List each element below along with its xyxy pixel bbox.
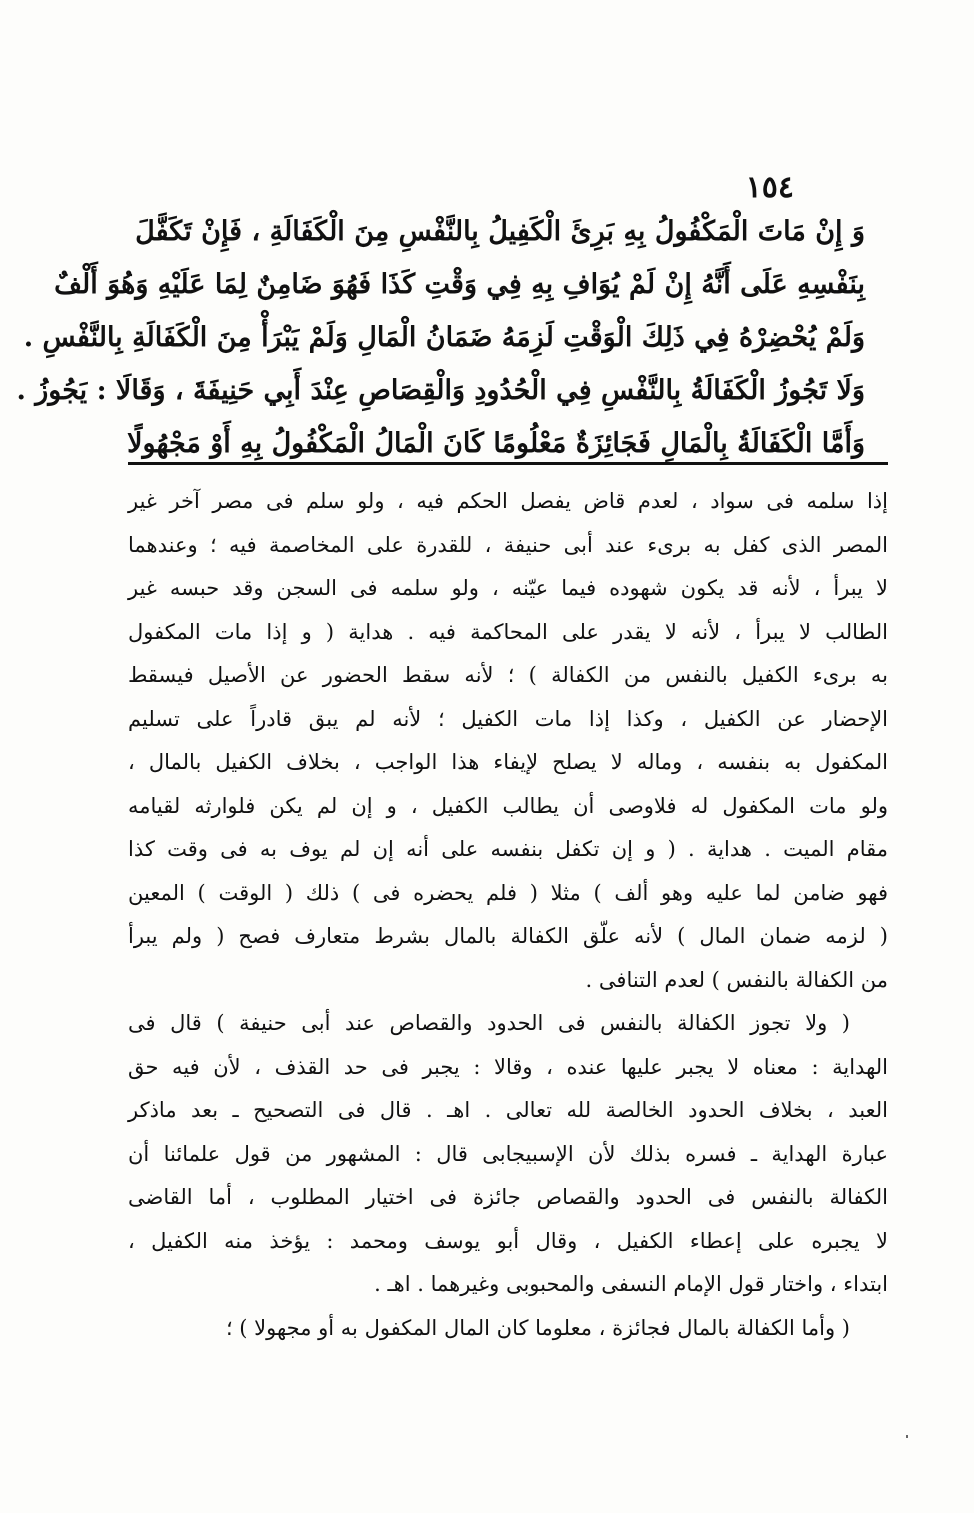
commentary-line: ابتداء ، واختار قول الإمام النسفى والمحبوبى وغيرهما . اهـ .	[374, 1272, 888, 1296]
main-text	[16, 205, 865, 470]
commentary-line: الكفالة بالنفس فى الحدود والقصاص جائزة فى اختيار المطلوب ، أما القاضى	[128, 1185, 888, 1209]
commentary-line: الطالب لا يبرأ ، لأنه لا يقدر على المحاكمة فيه . هداية ( و إذا مات المكفول	[128, 619, 888, 644]
commentary-line: ولو مات المكفول له فلاوصى أن يطالب الكفيل ، و إن لم يكن فلوارثه لقيامه	[128, 793, 888, 818]
section-divider	[128, 462, 888, 465]
commentary-line: ( ولا تجوز الكفالة بالنفس فى الحدود والقصاص عند أبى حنيفة ) قال فى	[128, 1011, 850, 1035]
ink-speck	[906, 1435, 908, 1438]
commentary-line: لا يجبره على إعطاء الكفيل ، وقال أبو يوسف ومحمد : يؤخذ منه الكفيل ،	[128, 1228, 888, 1253]
commentary-line: من الكفالة بالنفس ) لعدم التنافى .	[585, 967, 888, 992]
commentary-line: المكفول به بنفسه ، وماله لا يصلح لإيفاء هذا الواجب ، بخلاف الكفيل بالمال ،	[128, 750, 888, 774]
main-text-line: وَ إِنْ مَاتَ الْمَكْفُولُ بِهِ بَرِئَ الْكَفِيلُ بِالنَّفْسِ مِنَ الْكَفَالَةِ ، فَإِنْ تَكَفَّلَ	[135, 216, 865, 247]
page-number: ١٥٤	[745, 170, 794, 205]
commentary-text	[128, 480, 888, 1350]
commentary-line: ( لزمه ضمان المال ) لأنه علّق الكفالة بالمال بشرط متعارف فصح ( ولم يبرأ	[128, 924, 888, 948]
commentary-line: إذا سلمه فى سواد ، لعدم قاض يفصل الحكم فيه ، ولو سلم فى مصر آخر غير	[128, 489, 888, 513]
main-text-line: وَلَا تَجُوزُ الْكَفَالَةُ بِالنَّفْسِ فِي الْحُدُودِ وَالْقِصَاصِ عِنْدَ أَبِي حَنِيفَةَ ، وَقَالَا : يَجُوزُ .	[16, 375, 865, 406]
commentary-line: مقام الميت . هداية . ( و إن تكفل بنفسه على أنه إن لم يوف به فى وقت كذا	[128, 837, 888, 861]
commentary-line: عبارة الهداية ـ فسره بذلك لأن الإسبيجابى قال : المشهور من قول علمائنا أن	[128, 1141, 888, 1166]
main-text-line: وَلَمْ يُحْضِرْهُ فِي ذَلِكَ الْوَقْتِ لَزِمَهُ ضَمَانُ الْمَالِ وَلَمْ يَبْرَأْ مِنَ الْكَفَالَةِ بِالنَّفْسِ .	[23, 322, 865, 353]
commentary-line: المصر الذى كفل به برىء عند أبى حنيفة ، للقدرة على المخاصمة فيه ؛ وعندهما	[128, 532, 888, 557]
main-text-line: بِنَفْسِهِ عَلَى أَنَّهُ إِنْ لَمْ يُوَافِ بِهِ فِي وَقْتِ كَذَا فَهُوَ ضَامِنٌ لِمَا عَلَيْهِ وَهُوَ أَلْفٌ	[54, 269, 865, 300]
commentary-line: الهداية : معناه لا يجبر عليها عنده ، وقالا : يجبر فى حد القذف ، لأن فيه حق	[128, 1054, 888, 1079]
commentary-line: الإحضار عن الكفيل ، وكذا إذا مات الكفيل ؛ لأنه لم يبق قادراً على تسليم	[128, 706, 888, 731]
commentary-line: العبد ، بخلاف الحدود الخالصة لله تعالى . اهـ . قال فى التصحيح ـ بعد ماذكر	[128, 1098, 888, 1122]
commentary-line: فهو ضامن لما عليه وهو ألف ) مثلا ( فلم يحضره فى ) ذلك ( الوقت ) المعين	[128, 880, 888, 905]
main-text-line: وَأَمَّا الْكَفَالَةُ بِالْمَالِ فَجَائِزَةٌ مَعْلُومًا كَانَ الْمَالُ الْمَكْفُولُ بِهِ أَوْ مَجْهُولًا	[127, 428, 865, 459]
commentary-line: ( وأما الكفالة بالمال فجائزة ، معلوما كان المال المكفول به أو مجهولا ) ؛	[225, 1315, 850, 1340]
commentary-line: لا يبرأ ، لأنه قد يكون شهوده فيما عيّنه ، ولو سلمه فى السجن وقد حبسه غير	[128, 576, 888, 600]
commentary-line: به برىء الكفيل بالنفس من الكفالة ) ؛ لأنه سقط الحضور عن الأصيل فيسقط	[128, 663, 888, 687]
